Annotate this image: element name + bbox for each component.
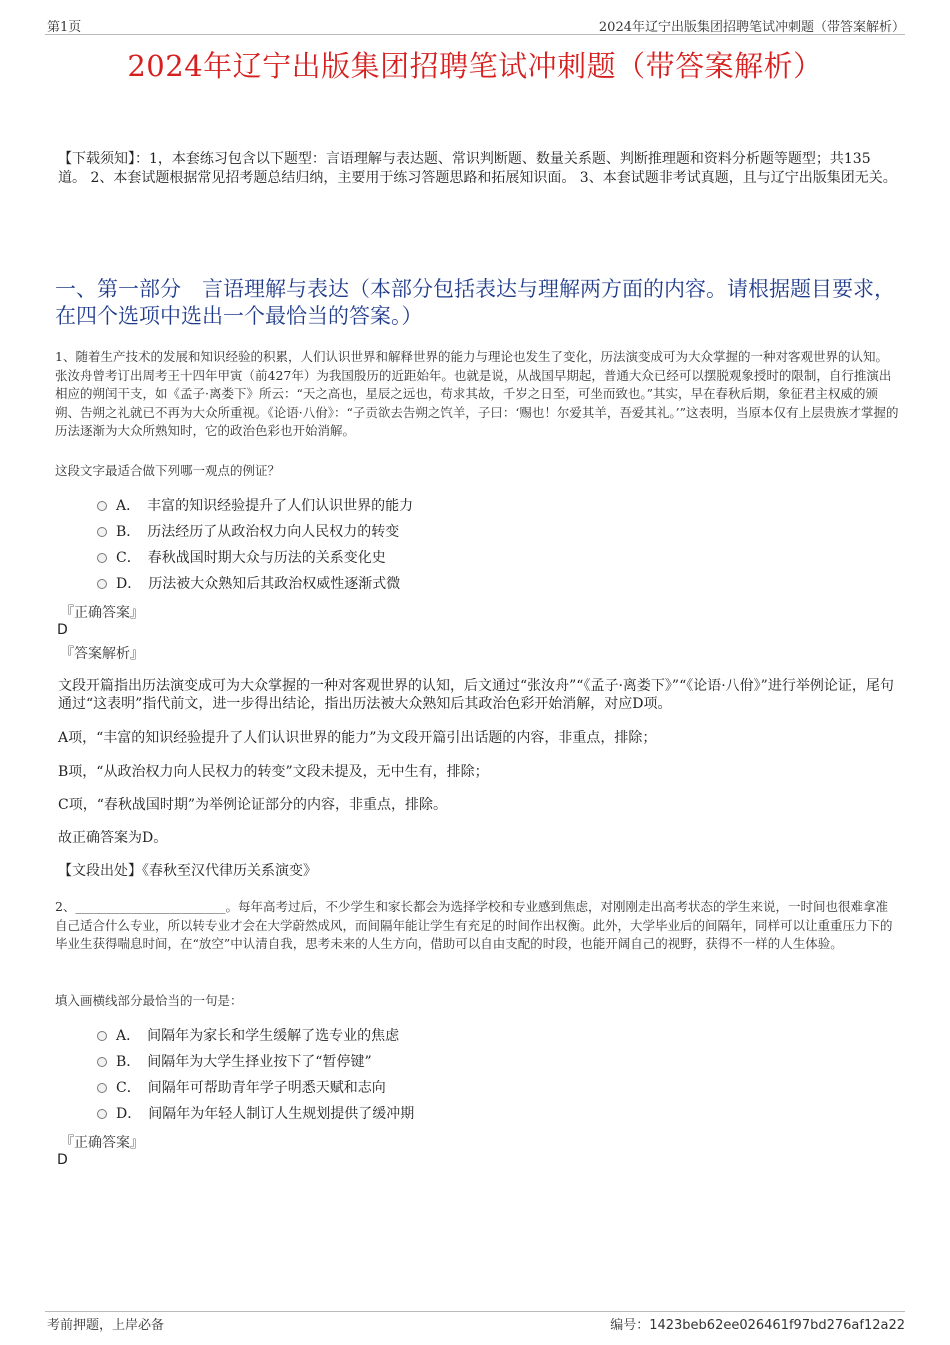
footer-id-code: 1423beb62ee026461f97bd276af12a22 xyxy=(649,1318,905,1333)
q1-analysis-option-b: B项，“从政治权力向人民权力的转变”文段未提及，无中生有，排除； xyxy=(58,764,489,780)
q1-option-b[interactable]: B． 历法经历了从政治权力向人民权力的转变 xyxy=(97,523,399,541)
header-doc-title: 2024年辽宁出版集团招聘笔试冲刺题（带答案解析） xyxy=(598,20,905,35)
header-divider xyxy=(45,34,905,35)
q2-question: 填入画横线部分最恰当的一句是： xyxy=(55,993,243,1008)
q2-answer: D xyxy=(57,1152,68,1168)
q1-analysis-label: 『答案解析』 xyxy=(60,646,144,662)
page-number: 第1页 xyxy=(47,20,82,35)
q2-option-d[interactable]: D． 间隔年为年轻人制订人生规划提供了缓冲期 xyxy=(97,1105,414,1123)
q2-option-c[interactable]: C． 间隔年可帮助青年学子明悉天赋和志向 xyxy=(97,1079,386,1097)
footer-id-label: 编号： xyxy=(610,1318,650,1333)
q1-passage: 1、随着生产技术的发展和知识经验的积累，人们认识世界和解释世界的能力与理论也发生了变化，历法演变成可为大众掌握的一种对客观世界的认知。张汝舟曾考订出周考王十四年甲寅（前427年）为我国殷历的近距始年。也就是说，从战国早期起，普通大众已经可以摆脱观象授时的限制，自行推演出相应的朔闰干支，如《孟子·离娄下》所云：“天之高也，星辰之远也，苟求其故，千岁之日至，可坐而致也。”其实，早在春秋后期，象征君主权威的颁朔、告朔之礼就已不再为大众所重视。《论语·八佾》：“子贡欲去告朔之饩羊，子曰：‘赐也！尔爱其羊，吾爱其礼。’”这表明，当原本仅有上层贵族才掌握的历法逐渐为大众所熟知时，它的政治色彩也开始消解。 xyxy=(55,349,899,438)
q1-analysis-option-a: A项，“丰富的知识经验提升了人们认识世界的能力”为文段开篇引出话题的内容，非重点，排除； xyxy=(58,730,657,746)
footer-slogan: 考前押题，上岸必备 xyxy=(47,1318,165,1333)
radio-icon[interactable] xyxy=(97,1031,107,1041)
footer-divider xyxy=(45,1311,905,1312)
radio-icon[interactable] xyxy=(97,1109,107,1119)
page-title: 2024年辽宁出版集团招聘笔试冲刺题（带答案解析） xyxy=(127,49,823,83)
footer-id xyxy=(610,1314,905,1333)
q2-option-a[interactable]: A． 间隔年为家长和学生缓解了选专业的焦虑 xyxy=(97,1027,399,1045)
radio-icon[interactable] xyxy=(97,1083,107,1093)
radio-icon[interactable] xyxy=(97,501,107,511)
q1-option-a[interactable]: A． 丰富的知识经验提升了人们认识世界的能力 xyxy=(97,497,413,515)
radio-icon[interactable] xyxy=(97,553,107,563)
q1-answer-label: 『正确答案』 xyxy=(60,605,144,621)
q2-option-b[interactable]: B． 间隔年为大学生择业按下了“暂停键” xyxy=(97,1053,372,1071)
radio-icon[interactable] xyxy=(97,1057,107,1067)
q2-passage: 2、________________________。每年高考过后，不少学生和家长都会为选择学校和专业感到焦虑，对刚刚走出高考状态的学生来说，一时间也很难拿准自己适合什么专业，所以转专业才会在大学蔚然成风，而间隔年能让学生有充足的时间作出权衡。此外，大学毕业后的间隔年，同样可以让重重压力下的毕业生获得喘息时间，在“放空”中认清自我，思考未来的人生方向，借助可以自由支配的时段，也能开阔自己的视野，获得不一样的人生体验。 xyxy=(55,899,893,951)
q1-analysis-paragraph: 文段开篇指出历法演变成可为大众掌握的一种对客观世界的认知，后文通过“张汝舟”“《孟子·离娄下》”“《论语·八佾》”进行举例论证，尾句通过“这表明”指代前文，进一步得出结论，指出历法被大众熟知后其政治色彩开始消解，对应D项。 xyxy=(58,678,894,712)
q1-option-d[interactable]: D． 历法被大众熟知后其政治权威性逐渐式微 xyxy=(97,575,400,593)
q2-answer-label: 『正确答案』 xyxy=(60,1135,144,1151)
q1-answer: D xyxy=(57,622,68,638)
radio-icon[interactable] xyxy=(97,579,107,589)
q1-source: 【文段出处】《春秋至汉代律历关系演变》 xyxy=(58,863,317,879)
radio-icon[interactable] xyxy=(97,527,107,537)
q1-option-c[interactable]: C． 春秋战国时期大众与历法的关系变化史 xyxy=(97,549,386,567)
q1-analysis-conclusion: 故正确答案为D。 xyxy=(58,830,168,846)
q1-analysis-option-c: C项，“春秋战国时期”为举例论证部分的内容，非重点，排除。 xyxy=(58,797,448,813)
q1-question: 这段文字最适合做下列哪一观点的例证？ xyxy=(55,463,281,478)
download-notice: 【下载须知】：1，本套练习包含以下题型：言语理解与表达题、常识判断题、数量关系题、判断推理题和资料分析题等题型；共135道。 2、本套试题根据常见招考题总结归纳，主要用于练习答题思路和拓展知识面。 3、本套试题非考试真题，且与辽宁出版集团无关。 xyxy=(58,151,897,186)
section-heading: 一、第一部分 言语理解与表达（本部分包括表达与理解两方面的内容。请根据题目要求，在四个选项中选出一个最恰当的答案。） xyxy=(55,277,895,328)
